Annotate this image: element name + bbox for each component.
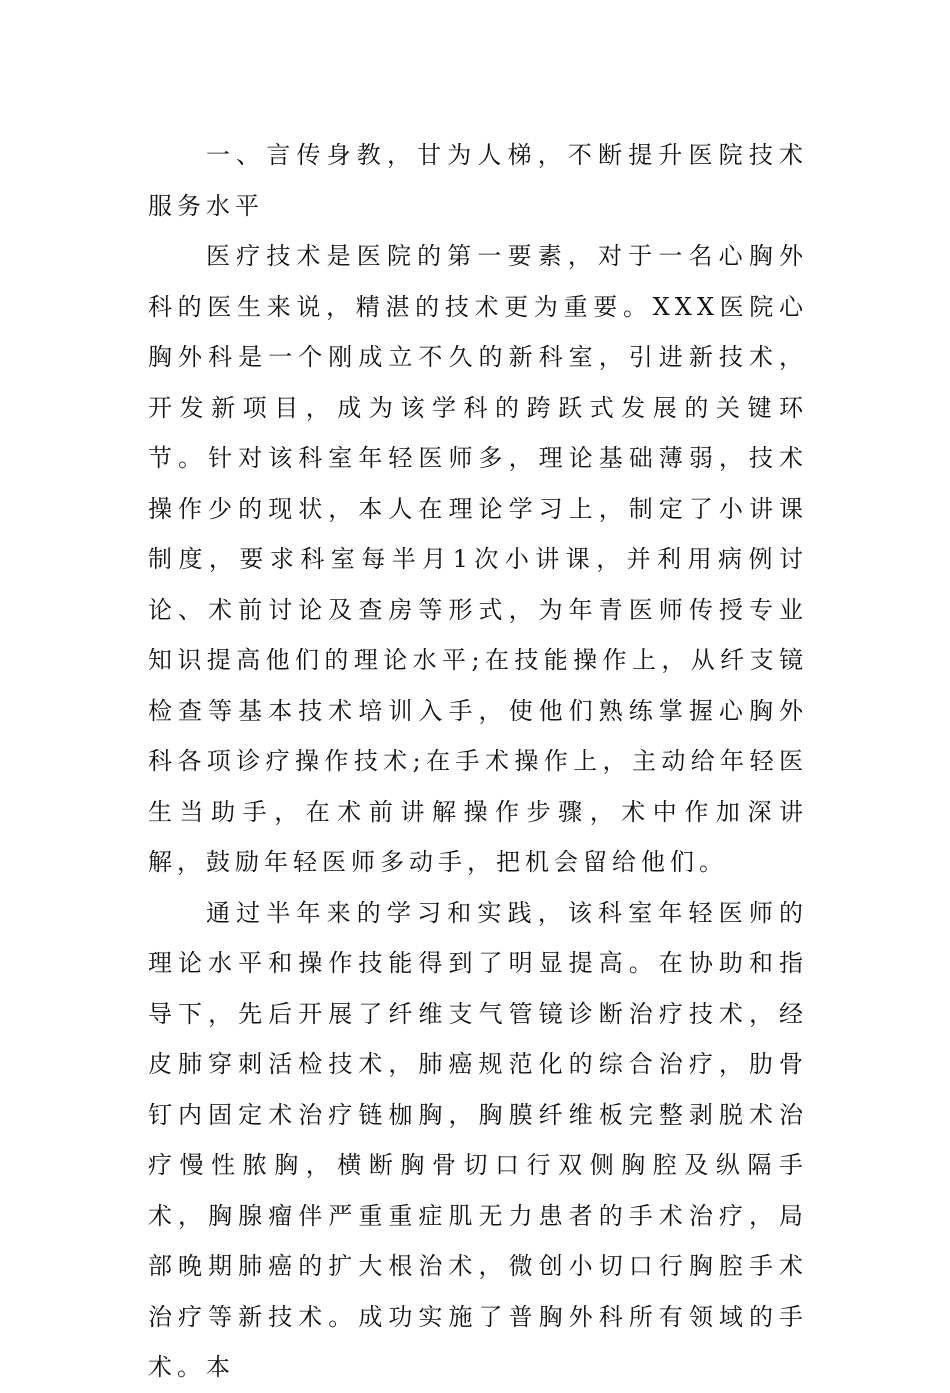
body-paragraph: 通过半年来的学习和实践，该科室年轻医师的理论水平和操作技能得到了明显提高。在协助和指导下，先后开展了纤维支气管镜诊断治疗技术，经皮肺穿刺活检技术，肺癌规范化的综合治疗，肋骨钉内固定术治疗链枷胸，胸膜纤维板完整剥脱术治疗慢性脓胸，横断胸骨切口行双侧胸腔及纵隔手术，胸腺瘤伴严重重症肌无力患者的手术治疗，局部晚期肺癌的扩大根治术，微创小切口行胸腔手术治疗等新技术。成功实施了普胸外科所有领域的手术。本 <box>148 898 808 1381</box>
body-paragraph: 医疗技术是医院的第一要素，对于一名心胸外科的医生来说，精湛的技术更为重要。XXX医院心胸外科是一个刚成立不久的新科室，引进新技术，开发新项目，成为该学科的跨跃式发展的关键环节。针对该科室年轻医师多，理论基础薄弱，技术操作少的现状，本人在理论学习上，制定了小讲课制度，要求科室每半月1次小讲课，并利用病例讨论、术前讨论及查房等形式，为年青医师传授专业知识提高他们的理论水平;在技能操作上，从纤支镜检查等基本技术培训入手，使他们熟练掌握心胸外科各项诊疗操作技术;在手术操作上，主动给年轻医生当助手，在术前讲解操作步骤，术中作加深讲解，鼓励年轻医师多动手，把机会留给他们。 <box>148 242 808 876</box>
document-body <box>148 130 808 1393</box>
section-heading: 一、言传身教，甘为人梯，不断提升医院技术服务水平 <box>148 141 808 220</box>
